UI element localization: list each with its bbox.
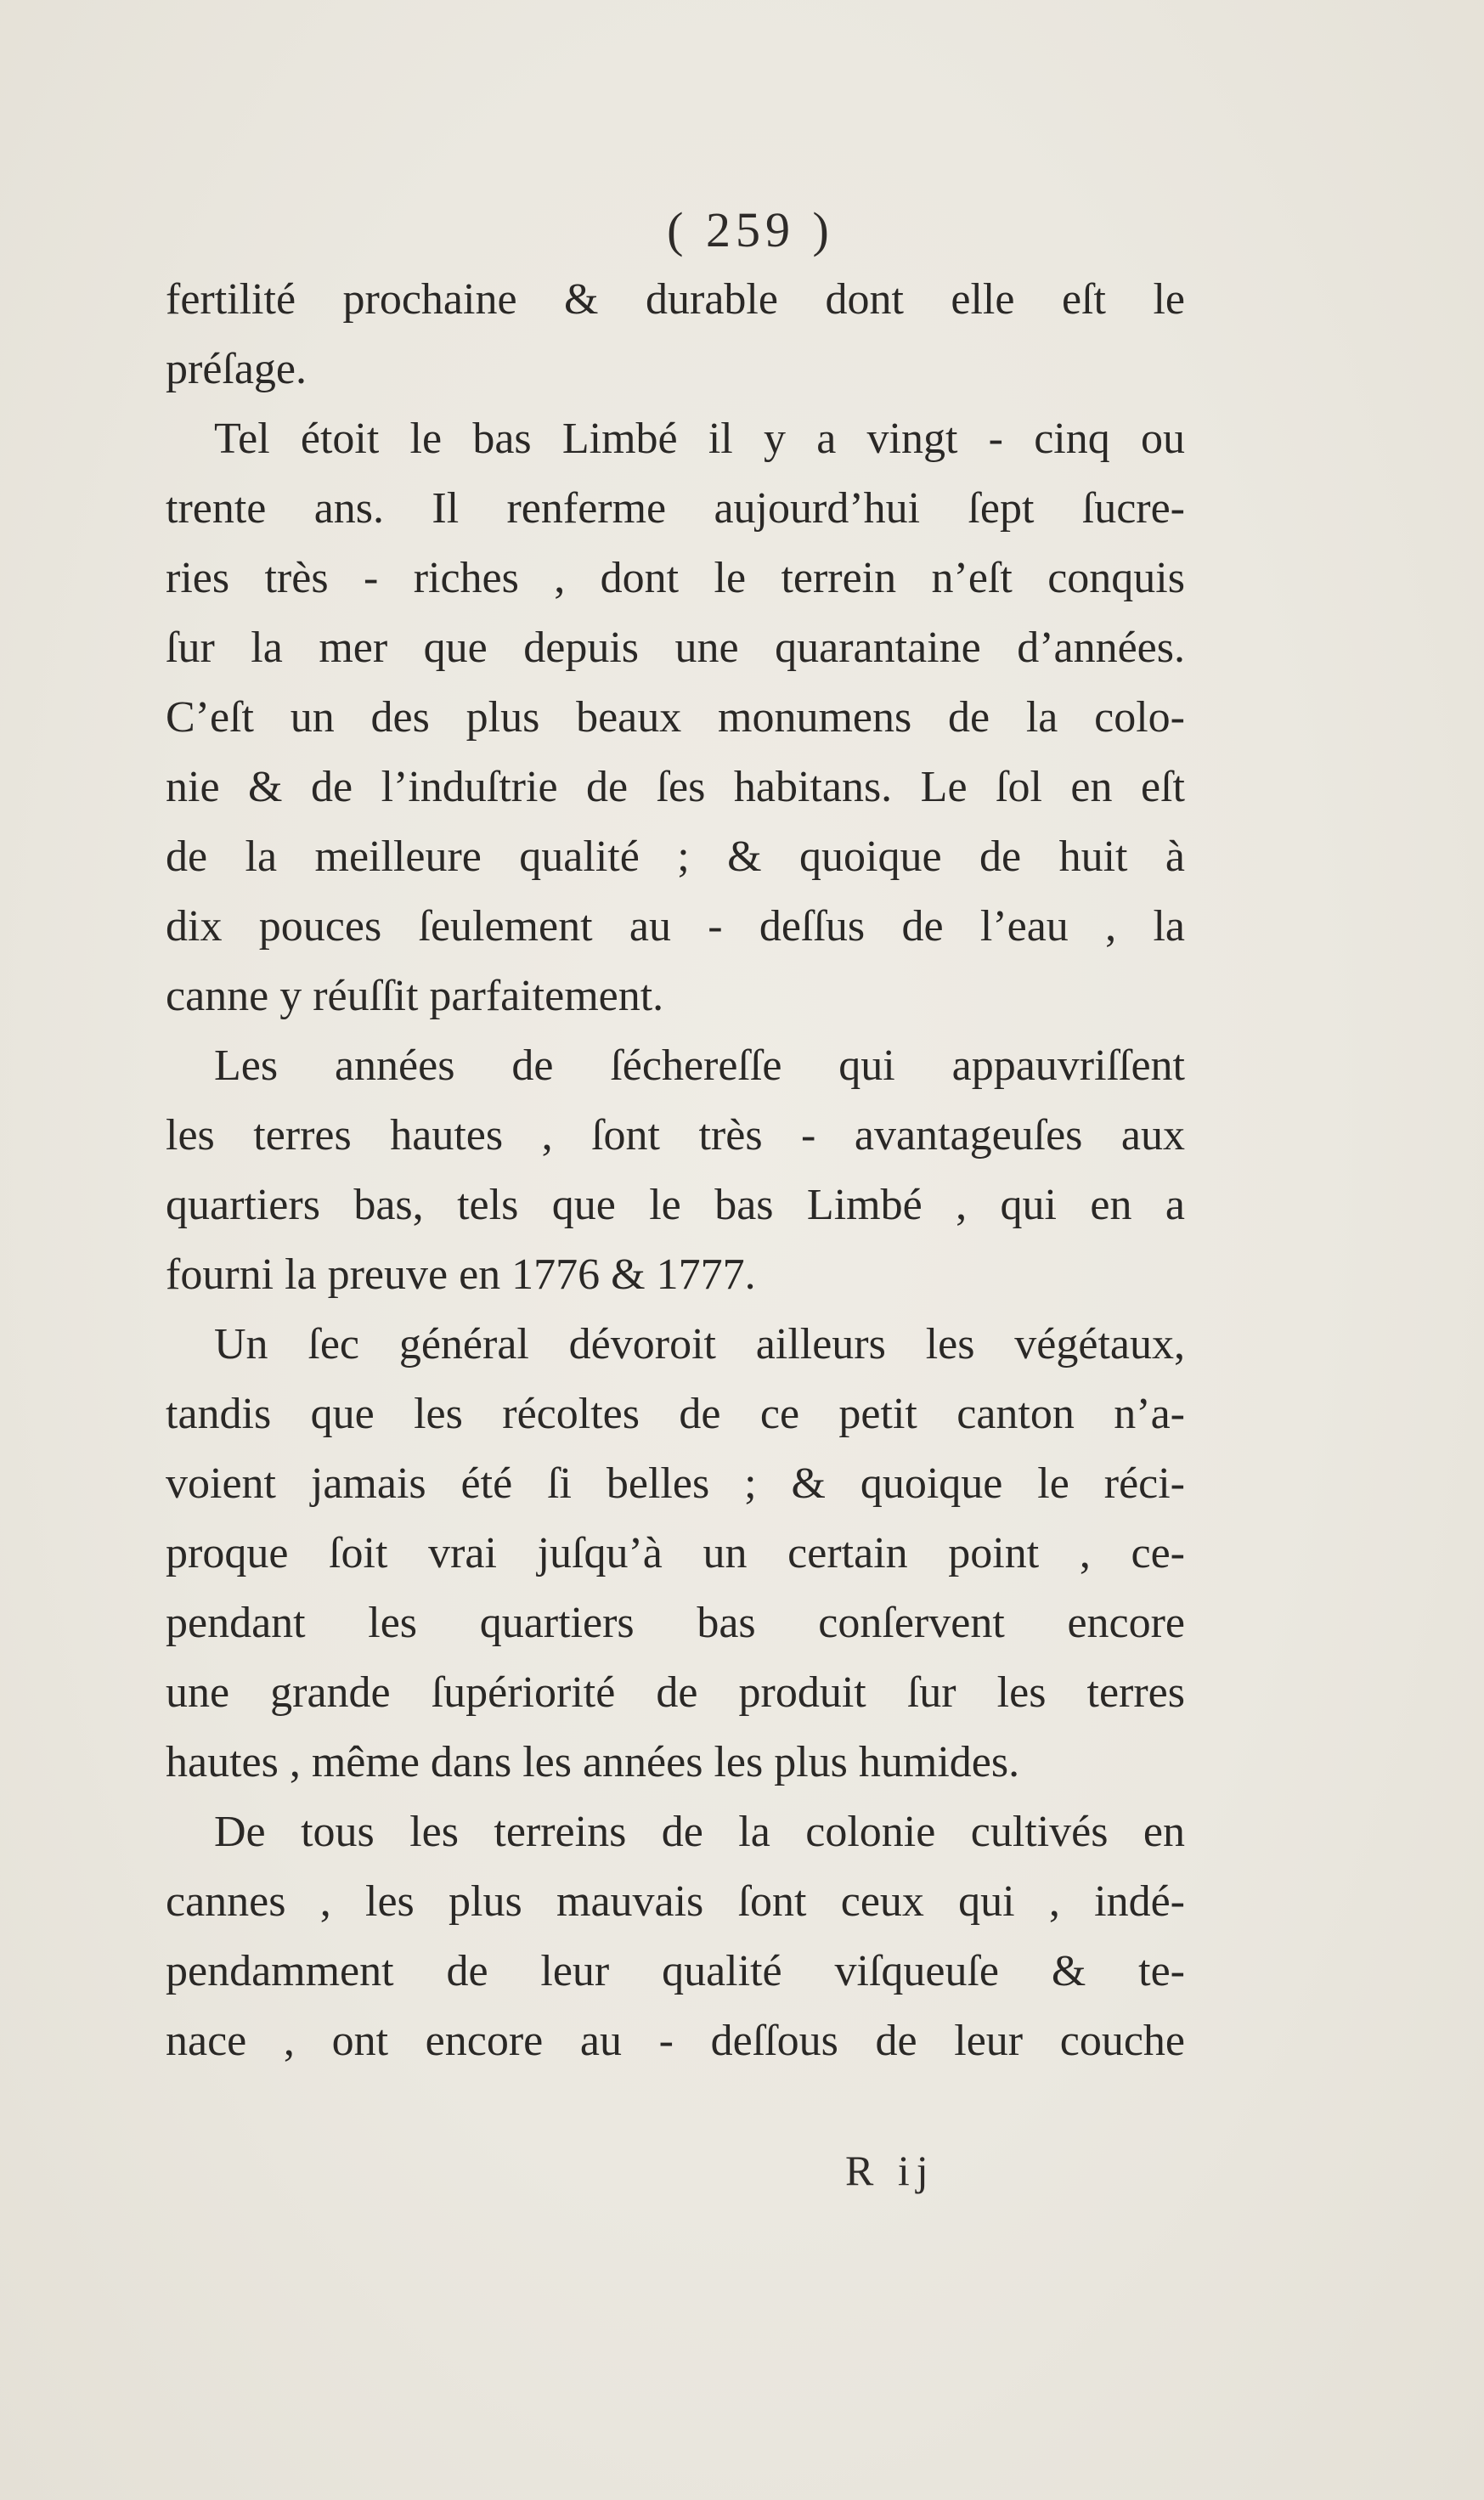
text-line: hautes , même dans les années les plus humides.: [166, 1738, 1020, 1786]
text-line: quartiers bas, tels que le bas Limbé , qui en a: [166, 1181, 1185, 1229]
text-line: Les années de ſéchereſſe qui appauvriſſent: [214, 1041, 1185, 1090]
text-line: dix pouces ſeulement au - deſſus de l’eau , la: [166, 902, 1185, 951]
text-line: une grande ſupériorité de produit ſur les terres: [166, 1668, 1185, 1717]
text-line: C’eſt un des plus beaux monumens de la colo-: [166, 693, 1185, 742]
signature-mark: R ij: [845, 2147, 935, 2194]
text-line: cannes , les plus mauvais ſont ceux qui , indé-: [166, 1877, 1185, 1926]
text-line: préſage.: [166, 345, 308, 393]
text-line: ſur la mer que depuis une quarantaine d’années.: [166, 624, 1185, 672]
text-line: les terres hautes , ſont très - avantageuſes aux: [166, 1111, 1185, 1160]
text-line: voient jamais été ſi belles ; & quoique le réci-: [166, 1459, 1185, 1508]
page-number: ( 259 ): [667, 202, 834, 257]
text-line: nace , ont encore au - deſſous de leur couche: [166, 2017, 1185, 2065]
text-line: tandis que les récoltes de ce petit canton n’a-: [166, 1390, 1185, 1438]
text-line: canne y réuſſit parfaitement.: [166, 972, 664, 1020]
text-line: fourni la preuve en 1776 & 1777.: [166, 1250, 756, 1299]
text-line: de la meilleure qualité ; & quoique de huit à: [166, 832, 1185, 881]
text-line: Tel étoit le bas Limbé il y a vingt - cinq ou: [214, 415, 1185, 463]
text-line: pendamment de leur qualité viſqueuſe & te-: [166, 1947, 1185, 1995]
text-line: trente ans. Il renferme aujourd’hui ſept ſucre-: [166, 484, 1185, 533]
text-line: Un ſec général dévoroit ailleurs les végétaux,: [214, 1320, 1185, 1369]
text-line: De tous les terreins de la colonie cultivés en: [214, 1808, 1185, 1856]
text-line: ries très - riches , dont le terrein n’eſt conquis: [166, 554, 1185, 602]
text-line: pendant les quartiers bas conſervent encore: [166, 1599, 1185, 1647]
text-line: nie & de l’induſtrie de ſes habitans. Le ſol en eſt: [166, 763, 1185, 811]
text-line: proque ſoit vrai juſqu’à un certain point , ce-: [166, 1529, 1185, 1577]
text-line: fertilité prochaine & durable dont elle eſt le: [166, 275, 1185, 324]
body-text: [166, 265, 1185, 2076]
